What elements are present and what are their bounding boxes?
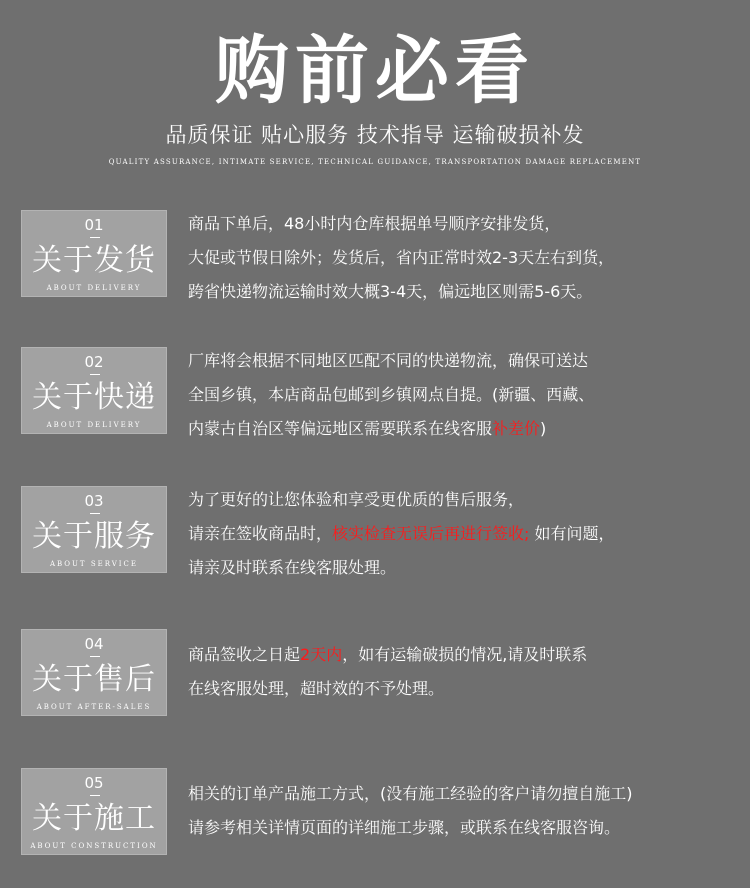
description-text: 商品签收之日起 xyxy=(188,645,301,664)
description-text: 如有问题， xyxy=(529,524,615,543)
number-underline xyxy=(90,656,100,657)
highlight-text: 2天内 xyxy=(300,645,343,664)
number-underline xyxy=(90,795,100,796)
description-text: ，如有运输破损的情况,请及时联系 xyxy=(342,645,588,664)
number-underline xyxy=(90,237,100,238)
section-title-english: ABOUT DELIVERY xyxy=(46,284,142,292)
description-text: ) xyxy=(540,419,547,438)
section-title: 关于售后 xyxy=(32,662,156,697)
section-title: 关于发货 xyxy=(32,243,156,278)
section-badge xyxy=(21,768,167,855)
highlight-text: 核实检查无误后再进行签收; xyxy=(332,524,530,543)
section-number: 02 xyxy=(84,353,104,371)
section-description xyxy=(188,483,733,585)
description-line: 大促或节假日除外；发货后，省内正常时效2-3天左右到货， xyxy=(188,248,615,267)
section-description xyxy=(188,638,733,706)
number-underline xyxy=(90,374,100,375)
section-number: 03 xyxy=(84,492,104,510)
section-description xyxy=(188,777,733,845)
section-title-english: ABOUT CONSTRUCTION xyxy=(30,842,158,850)
section-title: 关于施工 xyxy=(32,801,156,836)
description-line: 商品下单后，48小时内仓库根据单号顺序安排发货， xyxy=(188,214,561,233)
number-underline xyxy=(90,513,100,514)
section-number: 01 xyxy=(84,216,104,234)
section-number: 05 xyxy=(84,774,104,792)
description-line xyxy=(188,638,733,672)
description-line: 请亲及时联系在线客服处理。 xyxy=(188,558,397,577)
description-line: 全国乡镇，本店商品包邮到乡镇网点自提。(新疆、西藏、 xyxy=(188,385,595,404)
description-line: 相关的订单产品施工方式，(没有施工经验的客户请勿擅自施工) xyxy=(188,784,633,803)
description-text: 内蒙古自治区等偏远地区需要联系在线客服 xyxy=(188,419,493,438)
description-line xyxy=(188,412,733,446)
description-line: 在线客服处理，超时效的不予处理。 xyxy=(188,679,445,698)
description-line: 为了更好的让您体验和享受更优质的售后服务， xyxy=(188,490,525,509)
section-title-english: ABOUT DELIVERY xyxy=(46,421,142,429)
section-badge xyxy=(21,347,167,434)
section-badge xyxy=(21,210,167,297)
description-line xyxy=(188,517,733,551)
section-title: 关于快递 xyxy=(32,380,156,415)
description-text: 请亲在签收商品时， xyxy=(188,524,333,543)
section-title-english: ABOUT SERVICE xyxy=(49,560,139,568)
section-title-english: ABOUT AFTER-SALES xyxy=(36,703,152,711)
section-number: 04 xyxy=(84,635,104,653)
page-subtitle-english: QUALITY ASSURANCE, INTIMATE SERVICE, TECHNICAL GUIDANCE, TRANSPORTATION DAMAGE REPLACEMENT xyxy=(108,158,642,166)
page-title: 购前必看 xyxy=(215,28,535,114)
section-badge xyxy=(21,629,167,716)
section-title: 关于服务 xyxy=(32,519,156,554)
highlight-text: 补差价 xyxy=(492,419,541,438)
description-line: 请参考相关详情页面的详细施工步骤，或联系在线客服咨询。 xyxy=(188,818,621,837)
section-badge xyxy=(21,486,167,573)
section-description xyxy=(188,344,733,446)
description-line: 跨省快递物流运输时效大概3-4天，偏远地区则需5-6天。 xyxy=(188,282,593,301)
section-description xyxy=(188,207,733,309)
description-line: 厂库将会根据不同地区匹配不同的快递物流，确保可送达 xyxy=(188,351,589,370)
page-subtitle: 品质保证 贴心服务 技术指导 运输破损补发 xyxy=(165,123,585,147)
